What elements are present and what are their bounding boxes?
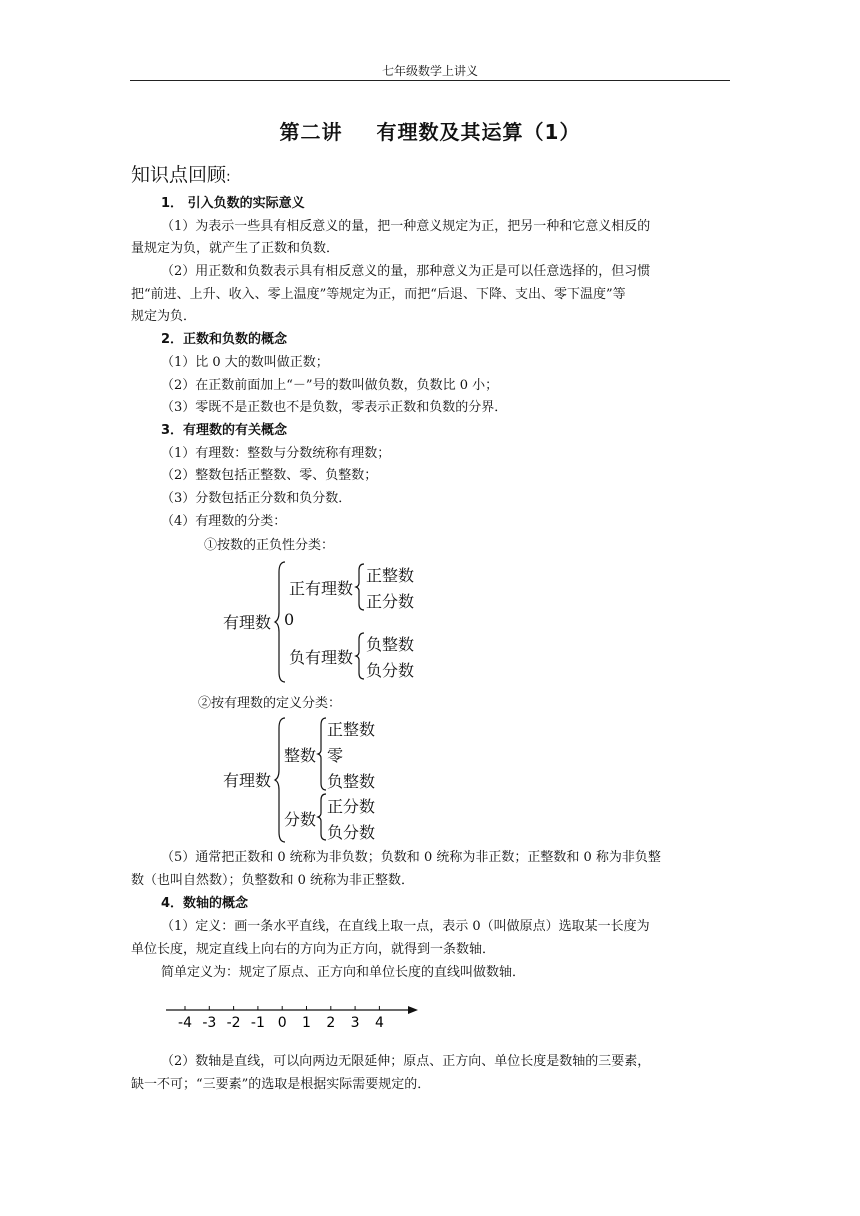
class2-positive-fraction: 正分数 — [327, 797, 376, 816]
class1-positive-integer: 正整数 — [366, 566, 415, 585]
section-2-heading: 2．正数和负数的概念 — [161, 332, 288, 347]
class1-positive-fraction: 正分数 — [366, 592, 415, 611]
class2-root: 有理数 — [223, 771, 272, 790]
section-4-p3b: 缺一不可；“三要素”的选取是根据实际需要规定的． — [131, 1077, 431, 1092]
section-3-p2: （2）整数包括正整数、零、负整数； — [161, 468, 378, 483]
section-4-heading: 4．数轴的概念 — [161, 896, 249, 911]
section-3-p5a: （5）通常把正数和 0 统称为非负数；负数和 0 统称为非正数；正整数和 0 称为非负整 — [161, 850, 661, 865]
classification-2-label: ②按有理数的定义分类： — [198, 696, 342, 711]
section-4-p1b: 单位长度，规定直线上向右的方向为正方向，就得到一条数轴． — [131, 942, 496, 957]
class2-positive-integer: 正整数 — [327, 720, 376, 739]
class1-negative-integer: 负整数 — [366, 635, 415, 654]
class1-negative: 负有理数 — [289, 648, 354, 667]
number-line-label: 4 — [374, 1015, 384, 1031]
number-line-label: -3 — [202, 1015, 217, 1031]
number-line-label: 1 — [302, 1015, 311, 1031]
section-2-p1: （1）比 0 大的数叫做正数； — [161, 355, 329, 370]
class2-negative-integer: 负整数 — [327, 772, 376, 791]
review-heading-text: 知识点回顾 — [131, 164, 227, 186]
class1-positive: 正有理数 — [289, 579, 354, 598]
section-3-heading: 3．有理数的有关概念 — [161, 423, 288, 438]
class2-zero: 零 — [327, 746, 344, 765]
section-1-p2c: 规定为负． — [131, 309, 197, 324]
class1-negative-fraction: 负分数 — [366, 661, 415, 680]
section-2-p2: （2）在正数前面加上“－”号的数叫做负数，负数比 0 小； — [161, 378, 499, 393]
class2-integer: 整数 — [284, 746, 317, 765]
title-topic: 有理数及其运算（1） — [376, 120, 581, 144]
header-rule — [130, 80, 730, 81]
number-line-label: -4 — [178, 1015, 192, 1031]
class2-negative-fraction: 负分数 — [327, 823, 376, 842]
classification-1-label: ①按数的正负性分类： — [204, 538, 335, 553]
title-lecture: 第二讲 — [279, 120, 343, 144]
number-line-axis — [160, 998, 430, 1038]
class2-fraction: 分数 — [284, 810, 317, 829]
page-header: 七年级数学上讲义 — [381, 64, 478, 78]
number-line — [160, 998, 430, 1038]
number-line-label: -2 — [226, 1015, 241, 1031]
section-4-p3a: （2）数轴是直线，可以向两边无限延伸；原点、正方向、单位长度是数轴的三要素， — [161, 1054, 651, 1069]
review-heading — [131, 160, 231, 187]
number-line-label: 0 — [277, 1015, 287, 1031]
class1-zero: 0 — [284, 610, 295, 629]
section-1-heading: 1． 引入负数的实际意义 — [161, 196, 305, 211]
page-title — [130, 116, 730, 145]
section-3-p4: （4）有理数的分类： — [161, 514, 287, 529]
class1-negative-brace — [356, 633, 366, 679]
review-heading-colon: : — [226, 169, 231, 185]
class1-positive-brace — [356, 564, 366, 610]
section-1-p2b: 把“前进、上升、收入、零上温度”等规定为正，而把“后退、下降、支出、零下温度”等 — [131, 287, 626, 302]
number-line-label: -1 — [250, 1015, 265, 1031]
section-4-p2: 简单定义为：规定了原点、正方向和单位长度的直线叫做数轴． — [161, 965, 526, 980]
section-1-p1a: （1）为表示一些具有相反意义的量，把一种意义规定为正，把另一种和它意义相反的 — [161, 219, 651, 234]
section-3-p3: （3）分数包括正分数和负分数． — [161, 491, 352, 506]
section-3-p1: （1）有理数：整数与分数统称有理数； — [161, 446, 391, 461]
number-line-label: 2 — [326, 1015, 336, 1031]
class1-root: 有理数 — [223, 613, 272, 632]
number-line-label: 3 — [350, 1015, 360, 1031]
section-3-p5b: 数（也叫自然数）；负整数和 0 统称为非正整数． — [131, 873, 415, 888]
section-4-p1a: （1）定义：画一条水平直线，在直线上取一点，表示 0（叫做原点）选取某一长度为 — [161, 919, 650, 934]
section-1-p1b: 量规定为负，就产生了正数和负数． — [131, 241, 340, 256]
section-2-p3: （3）零既不是正数也不是负数，零表示正数和负数的分界． — [161, 400, 508, 415]
section-1-p2a: （2）用正数和负数表示具有相反意义的量，那种意义为正是可以任意选择的，但习惯 — [161, 264, 651, 279]
